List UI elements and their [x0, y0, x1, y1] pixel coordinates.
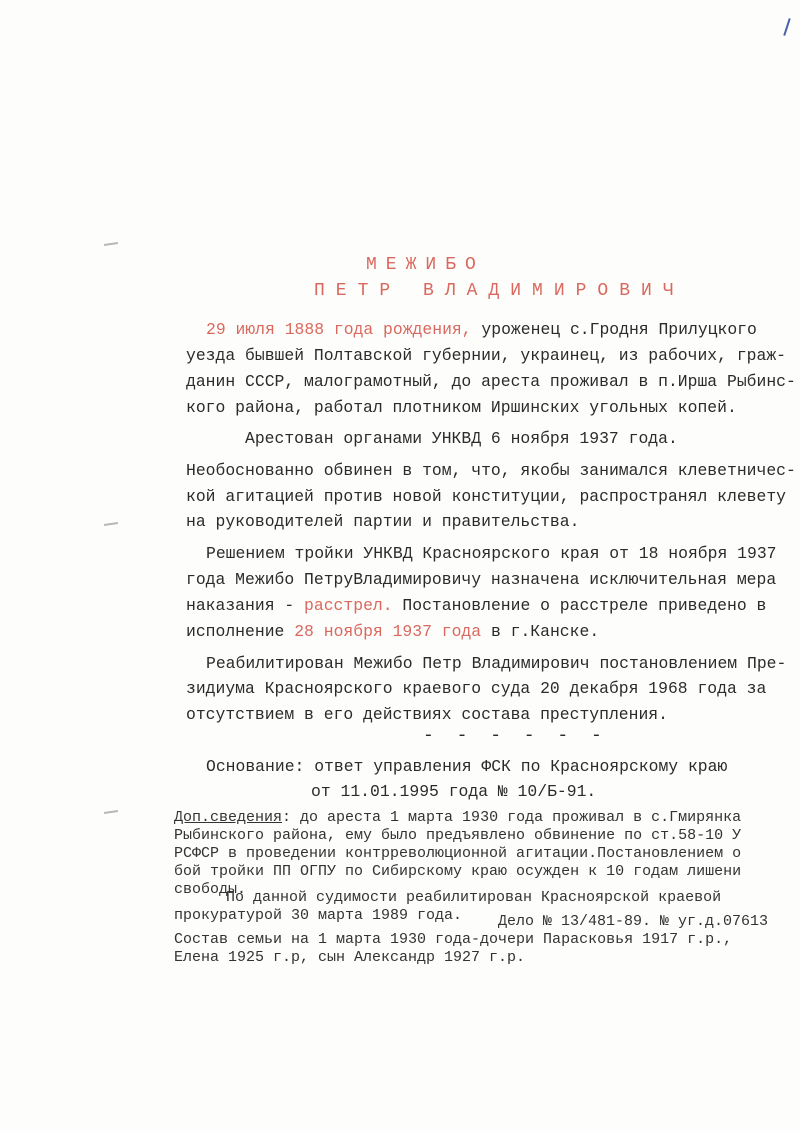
charge-line-3: на руководителей партии и правительства.: [186, 512, 580, 531]
rehab-line-3: отсутствием в его действиях состава преступления.: [186, 705, 668, 724]
sentence-line-3: [186, 596, 766, 615]
bio-line-1: [206, 320, 757, 339]
basis-line-1: Основание: ответ управления ФСК по Красноярскому краю: [206, 757, 728, 776]
extra-line-6: По данной судимости реабилитирован Красноярской краевой: [226, 889, 722, 906]
sentence-line-2: года Межибо ПетруВладимировичу назначена исключительная мера: [186, 570, 777, 589]
charge-line-1: Необоснованно обвинен в том, что, якобы занимался клеветничес-: [186, 461, 796, 480]
sentence-line-4: [186, 622, 599, 641]
extra-label: Доп.сведения: [174, 809, 283, 826]
bio-text: уроженец с.Гродня Прилуцкого: [481, 320, 757, 339]
rehab-line-2: зидиума Красноярского краевого суда 20 декабря 1968 года за: [186, 679, 767, 698]
basis-line-2: от 11.01.1995 года № 10/Б-91.: [311, 782, 597, 801]
rehab-line-1: Реабилитирован Межибо Петр Владимирович постановлением Пре-: [206, 654, 787, 673]
margin-tick: [104, 522, 118, 526]
extra-line-2: Рыбинского района, ему было предъявлено обвинение по ст.58-10 У: [174, 827, 742, 844]
extra-text: : до ареста 1 марта 1930 года проживал в с.Гмирянка: [282, 809, 742, 826]
corner-pen-mark: [783, 18, 790, 36]
extra-line-3: РСФСР в проведении контрреволюционной агитации.Постановлением о: [174, 845, 742, 862]
bio-line-3: данин СССР, малограмотный, до ареста проживал в п.Ирша Рыбинс-: [186, 372, 796, 391]
sentence-text: исполнение: [186, 622, 285, 641]
margin-tick: [104, 810, 118, 814]
arrest-line: Арестован органами УНКВД 6 ноября 1937 года.: [245, 429, 678, 448]
separator-dashes: - - - - - -: [423, 726, 608, 746]
surname-title: МЕЖИБО: [366, 255, 485, 275]
bio-line-4: кого района, работал плотником Иршинских угольных копей.: [186, 398, 737, 417]
extra-line-1: [174, 809, 741, 826]
extra-line-9: Елена 1925 г.р, сын Александр 1927 г.р.: [174, 949, 526, 966]
extra-line-8: Состав семьи на 1 марта 1930 года-дочери Парасковья 1917 г.р.,: [174, 931, 733, 948]
charge-line-2: кой агитацией против новой конституции, распространял клевету: [186, 487, 786, 506]
sentence-text: Постановление о расстреле приведено в: [402, 596, 767, 615]
name-title: ПЕТР ВЛАДИМИРОВИЧ: [314, 281, 685, 301]
case-number: Дело № 13/481-89. № уг.д.07613: [498, 913, 769, 930]
extra-line-7: прокуратурой 30 марта 1989 года.: [174, 907, 463, 924]
sentence-text: в г.Канске.: [490, 622, 600, 641]
execution-word: расстрел.: [304, 596, 393, 615]
margin-tick: [104, 242, 118, 246]
sentence-text: наказания -: [186, 596, 295, 615]
extra-line-5: свободы.: [174, 881, 247, 898]
sentence-line-1: Решением тройки УНКВД Красноярского края от 18 ноября 1937: [206, 544, 777, 563]
extra-line-4: бой тройки ПП ОГПУ по Сибирскому краю осужден к 10 годам лишени: [174, 863, 742, 880]
execution-date: 28 ноября 1937 года: [294, 622, 482, 641]
bio-line-2: уезда бывшей Полтавской губернии, украинец, из рабочих, граж-: [186, 346, 786, 365]
birth-date: 29 июля 1888 года рождения,: [206, 320, 472, 339]
